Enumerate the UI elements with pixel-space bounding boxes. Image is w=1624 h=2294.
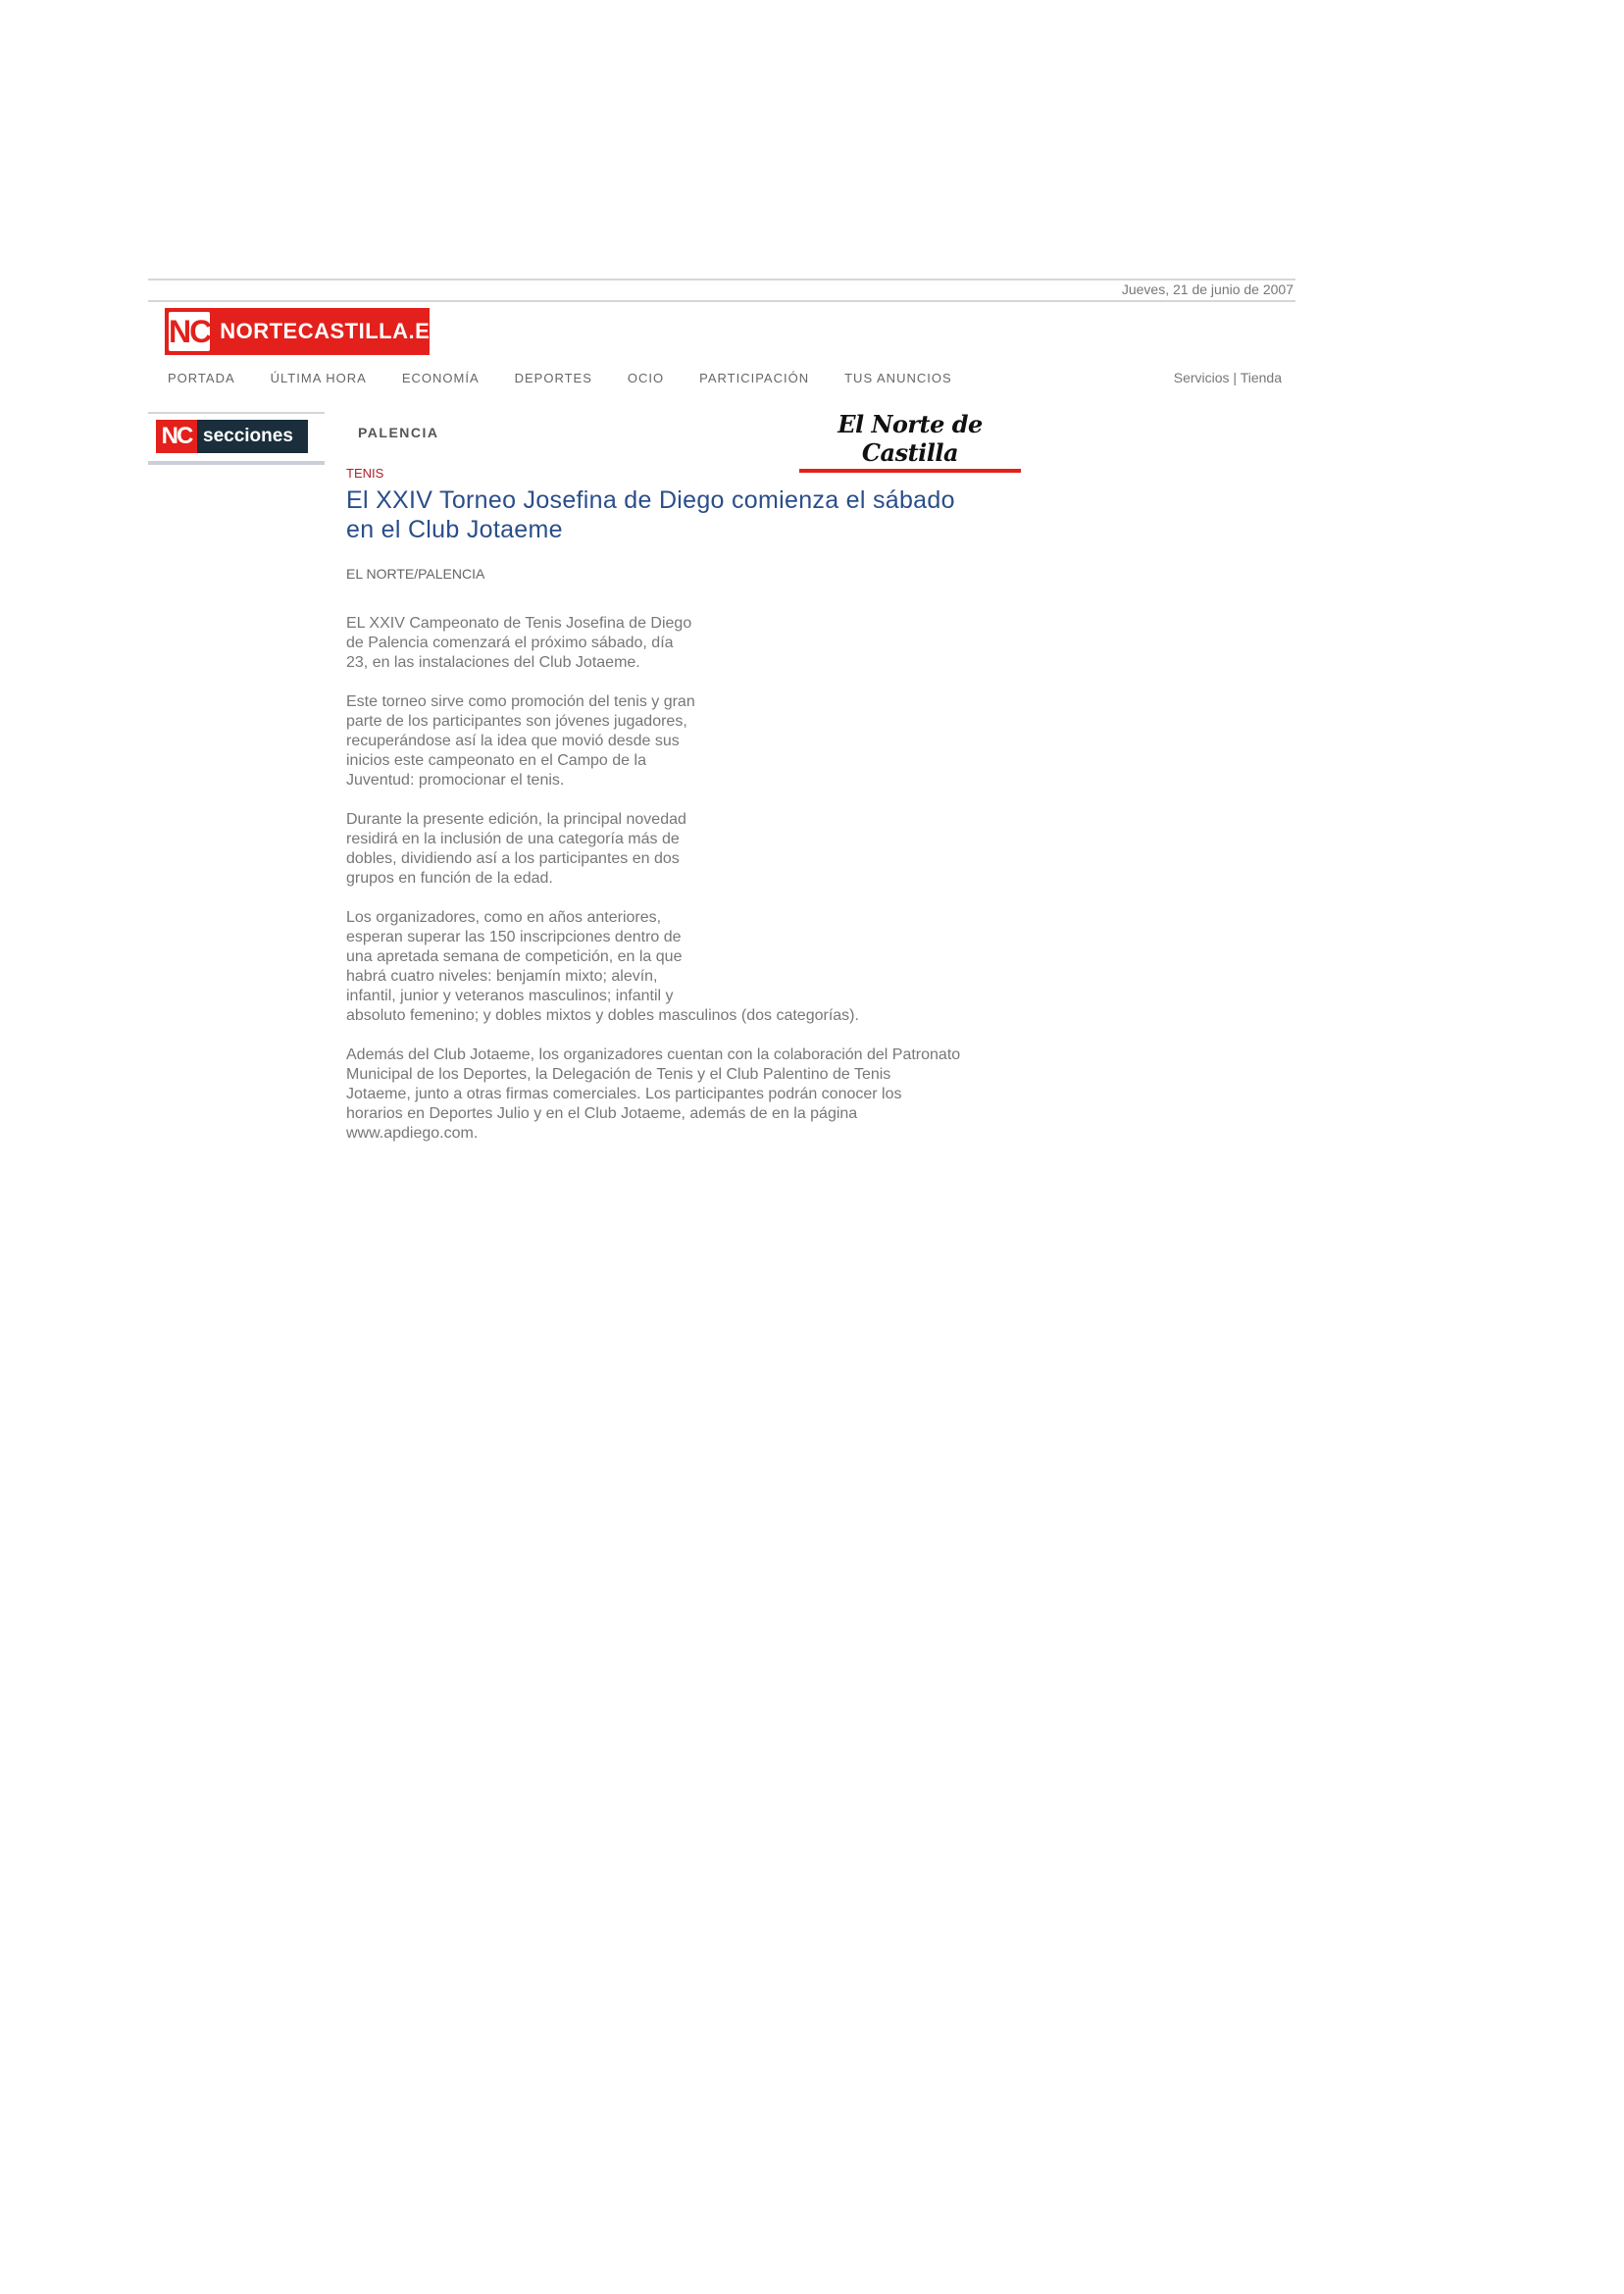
article-paragraph: Durante la presente edición, la principal novedad residirá en la inclusión de una categoría más de dobles, dividiendo así a los participantes en dos grupos en función de la edad. — [346, 811, 686, 887]
current-date: Jueves, 21 de junio de 2007 — [1121, 281, 1294, 297]
article-headline — [346, 485, 1052, 544]
services-separator: | — [1233, 370, 1238, 385]
secciones-nc-badge: NC — [156, 420, 197, 453]
masthead-text: El Norte de Castilla — [837, 410, 983, 467]
nav-item-portada[interactable]: PORTADA — [168, 371, 235, 385]
secciones-button[interactable] — [156, 420, 308, 453]
article-paragraph: Este torneo sirve como promoción del tenis y gran parte de los participantes son jóvenes jugadores, recuperándose así la idea que movió desde sus inicios este campeonato en el Campo de la Juventud: promocionar el tenis. — [346, 693, 695, 789]
headline-text: El XXIV Torneo Josefina de Diego comienza el sábado en el Club Jotaeme — [346, 486, 955, 543]
services-link[interactable]: Servicios — [1173, 370, 1230, 385]
main-nav — [168, 371, 988, 385]
nav-item-ultima-hora[interactable]: ÚLTIMA HORA — [270, 371, 367, 385]
nav-item-tus-anuncios[interactable]: TUS ANUNCIOS — [844, 371, 952, 385]
site-logo[interactable] — [165, 308, 445, 355]
masthead-underline — [799, 469, 1021, 473]
nav-item-ocio[interactable]: OCIO — [627, 371, 665, 385]
secciones-label: secciones — [203, 426, 293, 446]
shop-link[interactable]: Tienda — [1240, 370, 1282, 385]
article-body — [346, 614, 1052, 1163]
article-kicker: TENIS — [346, 466, 384, 481]
nav-item-economia[interactable]: ECONOMÍA — [401, 371, 480, 385]
article-byline: EL NORTE/PALENCIA — [346, 566, 485, 582]
date-divider — [148, 300, 1295, 302]
top-divider — [148, 279, 1295, 280]
article-paragraph: EL XXIV Campeonato de Tenis Josefina de Diego de Palencia comenzará el próximo sábado, día 23, en las instalaciones del Club Jotaeme. — [346, 615, 692, 671]
logo-nc-text: NC — [169, 313, 211, 349]
article-paragraph: Los organizadores, como en años anteriores, esperan superar las 150 inscripciones dentro de una apretada semana de competición, en la que habrá cuatro niveles: benjamín mixto; alevín, infantil, junior y veteranos masculinos; infantil y absoluto femenino; y dobles mixtos y dobles masculinos (dos categorías). — [346, 909, 859, 1024]
nav-item-participacion[interactable]: PARTICIPACIÓN — [699, 371, 810, 385]
logo-site-name: NORTECASTILLA.ES — [220, 319, 445, 343]
services-links — [1174, 370, 1282, 385]
nav-item-deportes[interactable]: DEPORTES — [514, 371, 592, 385]
newspaper-masthead — [799, 410, 1021, 467]
logo-nc-badge — [169, 312, 210, 351]
section-title: PALENCIA — [358, 425, 439, 440]
sidebar-bottom-divider — [148, 461, 325, 465]
sidebar-top-divider — [148, 412, 325, 414]
article-paragraph: Además del Club Jotaeme, los organizadores cuentan con la colaboración del Patronato Municipal de los Deportes, la Delegación de Tenis y el Club Palentino de Tenis Jotaeme, junto a otras firmas comerciales. Los participantes podrán conocer los horarios en Deportes Julio y en el Club Jotaeme, además de en la página www.apdiego.com. — [346, 1046, 961, 1142]
